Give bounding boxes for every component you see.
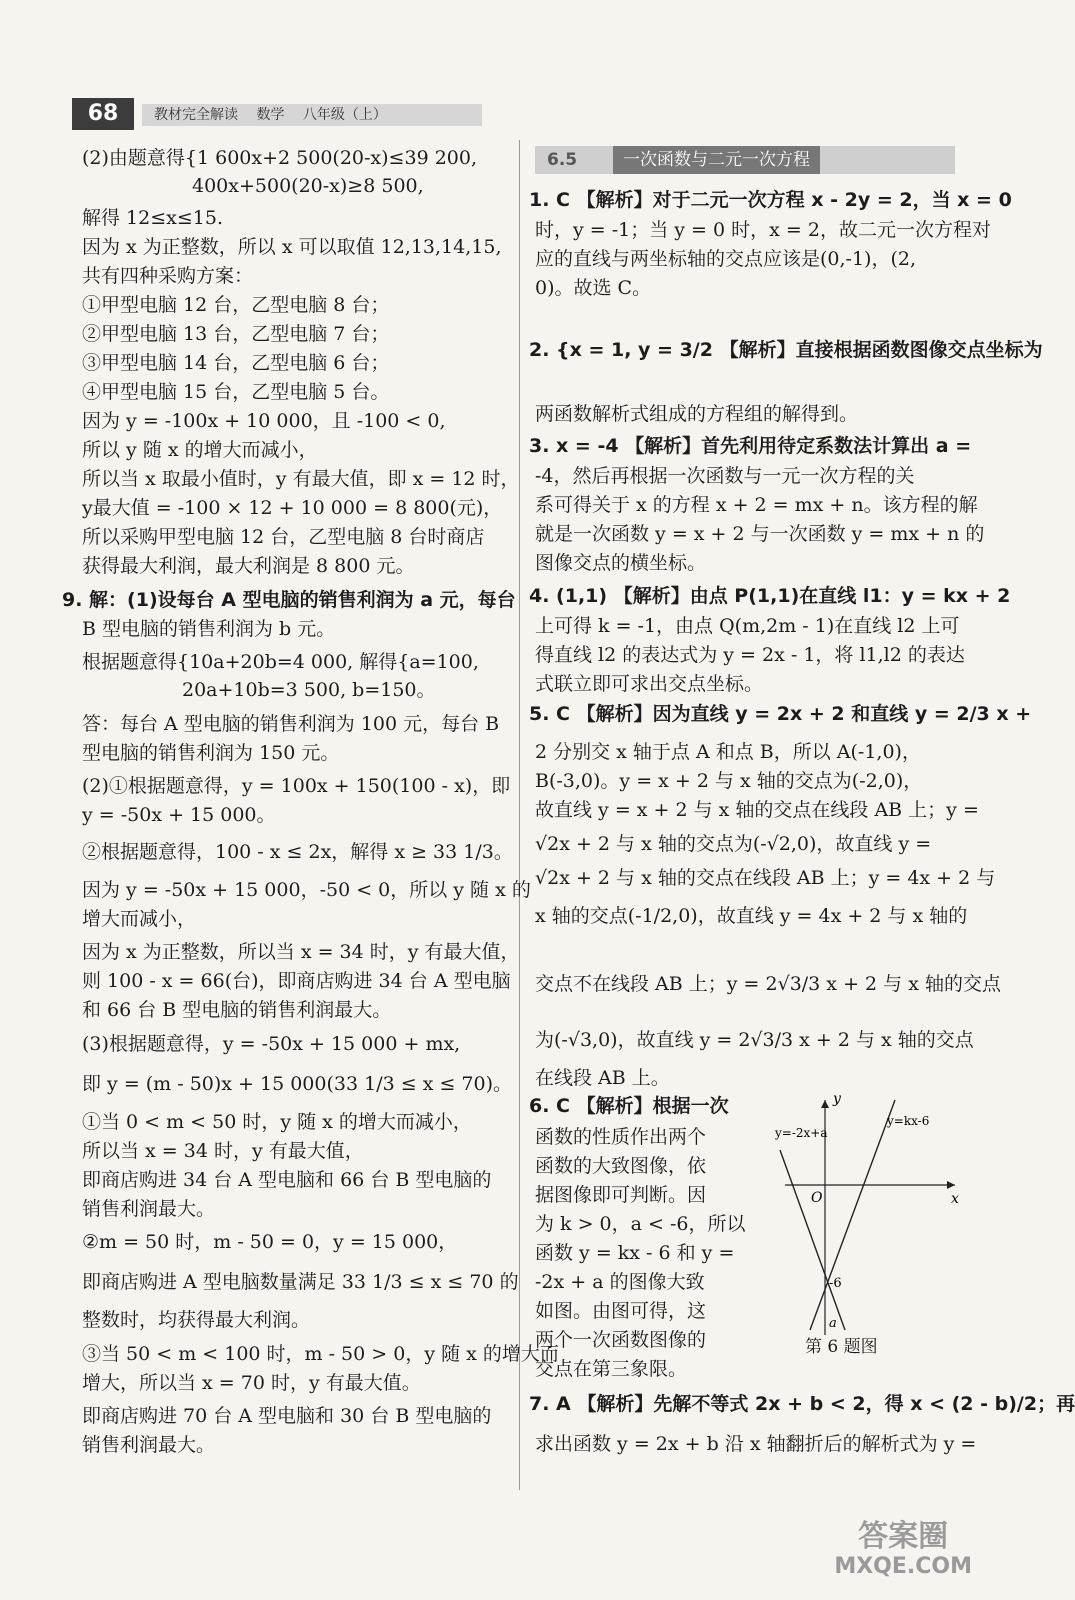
- text-line: 所以采购甲型电脑 12 台，乙型电脑 8 台时商店: [82, 526, 485, 548]
- intercept-a-label: a: [829, 1316, 837, 1331]
- question-3: 3. x = -4 【解析】首先利用待定系数法计算出 a =: [529, 435, 972, 457]
- text-line: 所以 y 随 x 的增大而减小，: [82, 439, 318, 461]
- text-line: 400x+500(20-x)≥8 500,: [192, 175, 424, 197]
- text-line: B(-3,0)。y = x + 2 与 x 轴的交点为(-2,0)，: [535, 770, 923, 792]
- grade: 八年级（上）: [302, 107, 387, 123]
- text-line: ③当 50 < m < 100 时，m - 50 > 0，y 随 x 的增大而: [82, 1343, 559, 1365]
- question-5: 5. C 【解析】因为直线 y = 2x + 2 和直线 y = 2/3 x +: [529, 703, 1032, 725]
- text-line: -4，然后再根据一次函数与一元一次方程的关: [535, 465, 915, 487]
- line-label-2: y=kx-6: [887, 1114, 930, 1128]
- text-line: 增大而减小，: [82, 908, 197, 930]
- intercept-m6-label: -6: [829, 1276, 842, 1291]
- text-line: 求出函数 y = 2x + b 沿 x 轴翻折后的解析式为 y =: [535, 1433, 977, 1455]
- text-line: 即商店购进 70 台 A 型电脑和 30 台 B 型电脑的: [82, 1405, 492, 1427]
- watermark: [834, 1519, 972, 1582]
- watermark-line1: 答案圈: [858, 1519, 949, 1554]
- subject: 数学: [256, 107, 285, 123]
- text-line: 根据题意得{10a+20b=4 000, 解得{a=100,: [82, 651, 479, 673]
- text-line: 因为 y = -50x + 15 000，-50 < 0，所以 y 随 x 的: [82, 879, 531, 901]
- text-line: -2x + a 的图像大致: [535, 1271, 705, 1293]
- text-line: 函数的性质作出两个: [535, 1126, 707, 1148]
- book-title: 教材完全解读: [154, 107, 238, 123]
- text-line: ②m = 50 时，m - 50 = 0，y = 15 000，: [82, 1231, 458, 1253]
- text-line: (2)由题意得{1 600x+2 500(20-x)≤39 200,: [82, 147, 478, 169]
- x-axis-label: x: [951, 1191, 959, 1207]
- text-line: 所以当 x 取最小值时，y 有最大值，即 x = 12 时，: [82, 468, 520, 490]
- text-line: 所以当 x = 34 时，y 有最大值，: [82, 1140, 364, 1162]
- text-line: 如图。由图可得，这: [535, 1300, 707, 1322]
- text-line: 销售利润最大。: [82, 1198, 216, 1220]
- text-line: 两函数解析式组成的方程组的解得到。: [535, 403, 859, 425]
- text-line: 答：每台 A 型电脑的销售利润为 100 元，每台 B: [82, 713, 500, 735]
- text-line: 则 100 - x = 66(台)，即商店购进 34 台 A 型电脑: [82, 970, 511, 992]
- text-line: 获得最大利润，最大利润是 8 800 元。: [82, 555, 415, 577]
- column-divider: [519, 140, 520, 1490]
- question-2: 2. {x = 1, y = 3/2 【解析】直接根据函数图像交点坐标为: [529, 339, 1043, 361]
- text-line: ①当 0 < m < 50 时，y 随 x 的增大而减小，: [82, 1111, 472, 1133]
- text-line: 和 66 台 B 型电脑的销售利润最大。: [82, 999, 392, 1021]
- text-line: x 轴的交点(-1/2,0)，故直线 y = 4x + 2 与 x 轴的: [535, 905, 968, 927]
- text-line: 据图像即可判断。因: [535, 1184, 707, 1206]
- text-line: 20a+10b=3 500, b=150。: [182, 679, 436, 701]
- text-line: ②甲型电脑 13 台，乙型电脑 7 台；: [82, 323, 390, 345]
- page-header: [72, 98, 482, 130]
- text-line: y = -50x + 15 000。: [82, 804, 276, 826]
- text-line: 解得 12≤x≤15.: [82, 207, 223, 229]
- text-line: 函数的大致图像，依: [535, 1155, 707, 1177]
- page-number: 68: [72, 98, 134, 130]
- text-line: 系可得关于 x 的方程 x + 2 = mx + n。该方程的解: [535, 494, 978, 516]
- text-line: 共有四种采购方案：: [82, 265, 254, 287]
- text-line: 上可得 k = -1，由点 Q(m,2m - 1)在直线 l2 上可: [535, 615, 960, 637]
- text-line: ③甲型电脑 14 台，乙型电脑 6 台；: [82, 352, 390, 374]
- text-line: 型电脑的销售利润为 150 元。: [82, 742, 340, 764]
- text-line: 函数 y = kx - 6 和 y =: [535, 1242, 735, 1264]
- text-line: 因为 x 为正整数，所以当 x = 34 时，y 有最大值，: [82, 941, 520, 963]
- text-line: 即 y = (m - 50)x + 15 000(33 1/3 ≤ x ≤ 70)。: [82, 1073, 512, 1095]
- section-number: 6.5: [547, 150, 578, 170]
- text-line: 增大，所以当 x = 70 时，y 有最大值。: [82, 1372, 421, 1394]
- text-line: √2x + 2 与 x 轴的交点在线段 AB 上；y = 4x + 2 与: [535, 867, 996, 889]
- figure-caption: 第 6 题图: [805, 1337, 878, 1357]
- text-line: 在线段 AB 上。: [535, 1067, 670, 1089]
- text-line: ④甲型电脑 15 台，乙型电脑 5 台。: [82, 381, 390, 403]
- question-9: 9. 解：(1)设每台 A 型电脑的销售利润为 a 元，每台: [62, 589, 516, 611]
- text-line: 为(-√3,0)，故直线 y = 2√3/3 x + 2 与 x 轴的交点: [535, 1029, 974, 1051]
- text-line: (2)①根据题意得，y = 100x + 150(100 - x)，即: [82, 775, 511, 797]
- text-line: 故直线 y = x + 2 与 x 轴的交点在线段 AB 上；y =: [535, 799, 979, 821]
- question-1: 1. C 【解析】对于二元一次方程 x - 2y = 2，当 x = 0: [529, 189, 1012, 211]
- book-info-bar: [142, 104, 482, 126]
- text-line: 0)。故选 C。: [535, 277, 652, 299]
- text-line: B 型电脑的销售利润为 b 元。: [82, 618, 336, 640]
- origin-label: O: [811, 1190, 823, 1206]
- section-header: [535, 146, 955, 174]
- text-line: ②根据题意得，100 - x ≤ 2x，解得 x ≥ 33 1/3。: [82, 841, 513, 863]
- text-line: 销售利润最大。: [82, 1434, 216, 1456]
- question-4: 4. (1,1) 【解析】由点 P(1,1)在直线 l1：y = kx + 2: [529, 585, 1011, 607]
- text-line: 交点不在线段 AB 上；y = 2√3/3 x + 2 与 x 轴的交点: [535, 973, 1001, 995]
- text-line: 应的直线与两坐标轴的交点应该是(0,-1)，(2,: [535, 248, 917, 270]
- text-line: 两个一次函数图像的: [535, 1329, 707, 1351]
- question-7: 7. A 【解析】先解不等式 2x + b < 2，得 x < (2 - b)/2；再: [529, 1393, 1075, 1415]
- text-line: 交点在第三象限。: [535, 1358, 688, 1380]
- text-line: 整数时，均获得最大利润。: [82, 1309, 311, 1331]
- text-line: 因为 y = -100x + 10 000，且 -100 < 0,: [82, 410, 446, 432]
- text-line: √2x + 2 与 x 轴的交点为(-√2,0)，故直线 y =: [535, 833, 932, 855]
- section-title: 一次函数与二元一次方程: [613, 146, 820, 174]
- text-line: 图像交点的横坐标。: [535, 552, 707, 574]
- text-line: 就是一次函数 y = x + 2 与一次函数 y = mx + n 的: [535, 523, 985, 545]
- y-axis-label: y: [833, 1091, 841, 1107]
- text-line: 为 k > 0，a < -6，所以: [535, 1213, 746, 1235]
- text-line: 2 分别交 x 轴于点 A 和点 B，所以 A(-1,0)，: [535, 741, 921, 763]
- text-line: ①甲型电脑 12 台，乙型电脑 8 台；: [82, 294, 390, 316]
- text-line: (3)根据题意得，y = -50x + 15 000 + mx,: [82, 1033, 461, 1055]
- watermark-line2: MXQE.COM: [834, 1554, 972, 1579]
- question-6: 6. C 【解析】根据一次: [529, 1095, 729, 1117]
- text-line: 时，y = -1；当 y = 0 时，x = 2，故二元一次方程对: [535, 219, 991, 241]
- text-line: 式联立即可求出交点坐标。: [535, 673, 764, 695]
- text-line: 因为 x 为正整数，所以 x 可以取值 12,13,14,15,: [82, 236, 502, 258]
- text-line: 即商店购进 A 型电脑数量满足 33 1/3 ≤ x ≤ 70 的: [82, 1271, 519, 1293]
- text-line: 得直线 l2 的表达式为 y = 2x - 1，将 l1,l2 的表达: [535, 644, 965, 666]
- text-line: y最大值 = -100 × 12 + 10 000 = 8 800(元)，: [82, 497, 503, 519]
- line-label-1: y=-2x+a: [775, 1126, 828, 1140]
- text-line: 即商店购进 34 台 A 型电脑和 66 台 B 型电脑的: [82, 1169, 492, 1191]
- graph-figure: [775, 1091, 965, 1345]
